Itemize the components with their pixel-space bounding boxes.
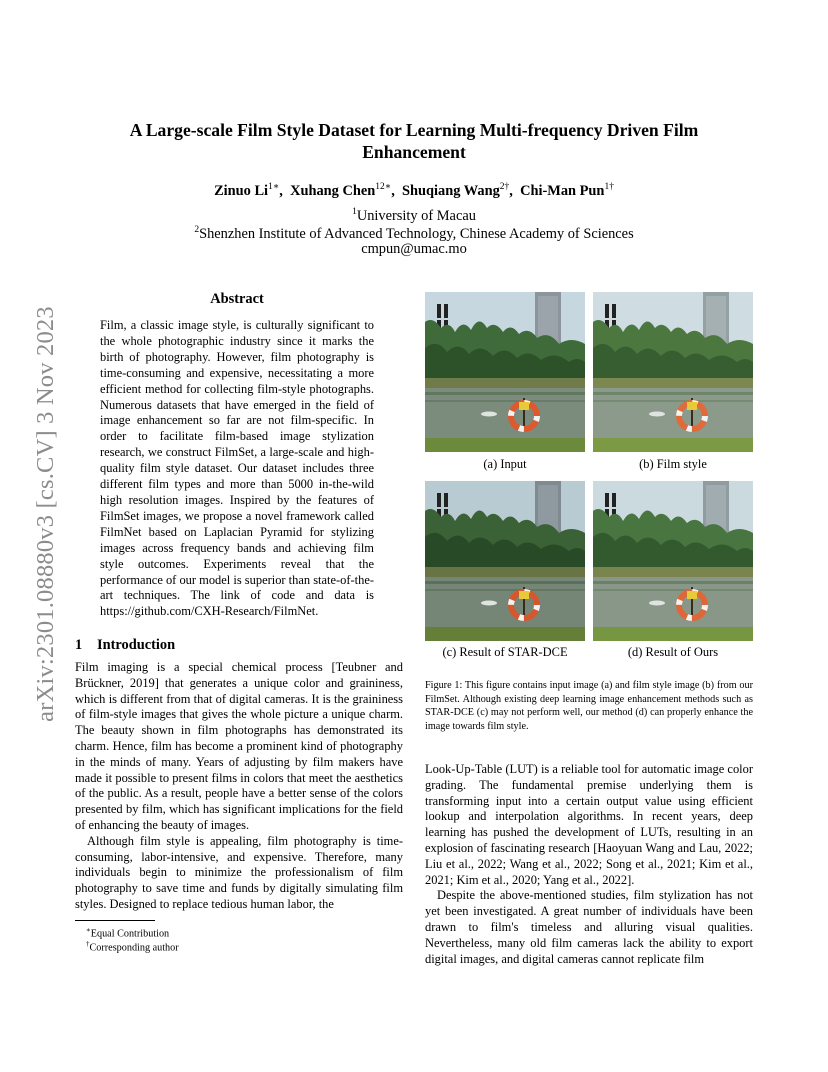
author-name: Shuqiang Wang: [402, 182, 500, 199]
author-sup: 1∗: [268, 182, 280, 192]
author-sup: 2†: [499, 182, 510, 192]
author-sup: 12∗: [375, 182, 392, 192]
subcaption-a: (a) Input: [483, 457, 527, 471]
subcaption-d: (d) Result of Ours: [627, 645, 719, 659]
right-column-body: [425, 762, 753, 967]
paragraph: Film imaging is a special chemical process [Teubner and Brückner, 2019] that generates a unique color and graininess, which is different from that of digital cameras. It is the graininess of film-style images that gives the whole picture a unique charm. The beauty shown in film photographs has demonstrated its charm. Hence, film has become a prominent kind of photography in the minds of many. Years of adjusting by film makers have made it possible to present films in colors that meet the aesthetics of the public. As a result, people have a better sense of the colors presented by film, which has significant implications for the field of enhancing the beauty of images.: [75, 660, 403, 832]
abstract-heading: Abstract: [210, 291, 264, 307]
author-name: Xuhang Chen: [290, 182, 376, 199]
footnote-text: Corresponding author: [89, 942, 179, 954]
footnote-rule: [75, 920, 155, 921]
affiliation-sup: 2: [194, 225, 200, 235]
affiliation-text: Shenzhen Institute of Advanced Technology, Chinese Academy of Sciences: [199, 225, 634, 242]
author-list: Zinuo $Li^{1∗}$, Xuhang Chen$^{12∗}$, Shuqiang Wang$^{2\dagger}$, Chi-Man Pun$^{1\dagger}$: [214, 182, 614, 199]
footnote: [86, 938, 179, 954]
arxiv-identifier: arXiv:2301.08880v3 [cs.CV] 3 Nov 2023: [32, 306, 59, 722]
figure-image-star-dce: [425, 481, 585, 641]
affiliation-text: University of Macau: [356, 207, 476, 224]
title-line-2: Enhancement: [362, 142, 466, 162]
title-line-1: A Large-scale Film Style Dataset for Learning Multi-frequency Driven Film: [129, 120, 699, 140]
figure-image-input: [425, 292, 585, 452]
section-number: 1: [75, 637, 83, 653]
footnote-sup: ∗: [86, 926, 91, 934]
footnote-text: Equal Contribution: [90, 928, 170, 940]
figure-image-ours: [593, 481, 753, 641]
paragraph: Despite the above-mentioned studies, film stylization has not yet been investigated. A great number of individuals have been drawn to film's timeless and alluring visual qualities. Nevertheless, many old film cameras lack the ability to export digital images, and digital cameras cannot replicate film: [425, 888, 753, 966]
author-name: Zinuo Li: [214, 182, 269, 199]
paragraph: Although film style is appealing, film photography is time-consuming, labor-intensive, and expensive. Therefore, many individuals begin to minimize the professionalism of film photography to save time and funds by digitally simulating film styles. Designed to replace tedious human labor, the: [75, 833, 403, 911]
author-name: Chi-Man Pun: [520, 182, 605, 199]
author-email[interactable]: cmpun@umac.mo: [361, 241, 467, 257]
figure-image-film-style: [593, 292, 753, 452]
affiliation-sup: 1: [352, 207, 357, 217]
introduction-body: [75, 660, 403, 913]
footnote-sup: †: [86, 940, 90, 948]
subcaption-b: (b) Film style: [639, 457, 707, 471]
subcaption-c: (c) Result of STAR-DCE: [442, 645, 568, 659]
abstract-text: Film, a classic image style, is culturally significant to the whole photographic industry since it marks the birth of photography. However, film photography is time-consuming and expensive, necessitating a more efficient method for collecting film-style photographs. Numerous datasets that have emerged in the field of image enhancement so far are not film-specific. In order to facilitate film-based image stylization research, we construct FilmSet, a large-scale and high-quality film style dataset. Our dataset includes three different film types and more than 5000 in-the-wild high resolution images. Inspired by the features of FilmSet images, we propose a novel framework called FilmNet based on Laplacian Pyramid for stylizing images across frequency bands and achieving film style outcomes. Experiments reveal that the performance of our model is superior than state-of-the-art techniques. The link of code and data is https://github.com/CXH-Research/FilmNet.: [100, 318, 374, 619]
paper-title: [80, 119, 748, 163]
section-title: Introduction: [97, 637, 176, 653]
paragraph: Look-Up-Table (LUT) is a reliable tool for automatic image color grading. The fundamental premise underlying them is transforming input into a certain output value using efficient lookup and interpolation algorithms. In recent years, deep learning has pushed the development of LUTs, resulting in an explosion of fascinating research [Haoyuan Wang and Lau, 2022; Liu et al., 2022; Wang et al., 2022; Song et al., 2021; Kim et al., 2021; Kim et al., 2020; Yang et al., 2022].: [425, 762, 753, 887]
author-sup: 1†: [604, 182, 614, 192]
figure-caption: Figure 1: This figure contains input image (a) and film style image (b) from our FilmSet. Although existing deep learning image enhancement methods such as STAR-DCE (c) may not perform well, our method (d) can properly enhance the image towards film style.: [425, 680, 753, 732]
section-heading: [75, 637, 175, 654]
